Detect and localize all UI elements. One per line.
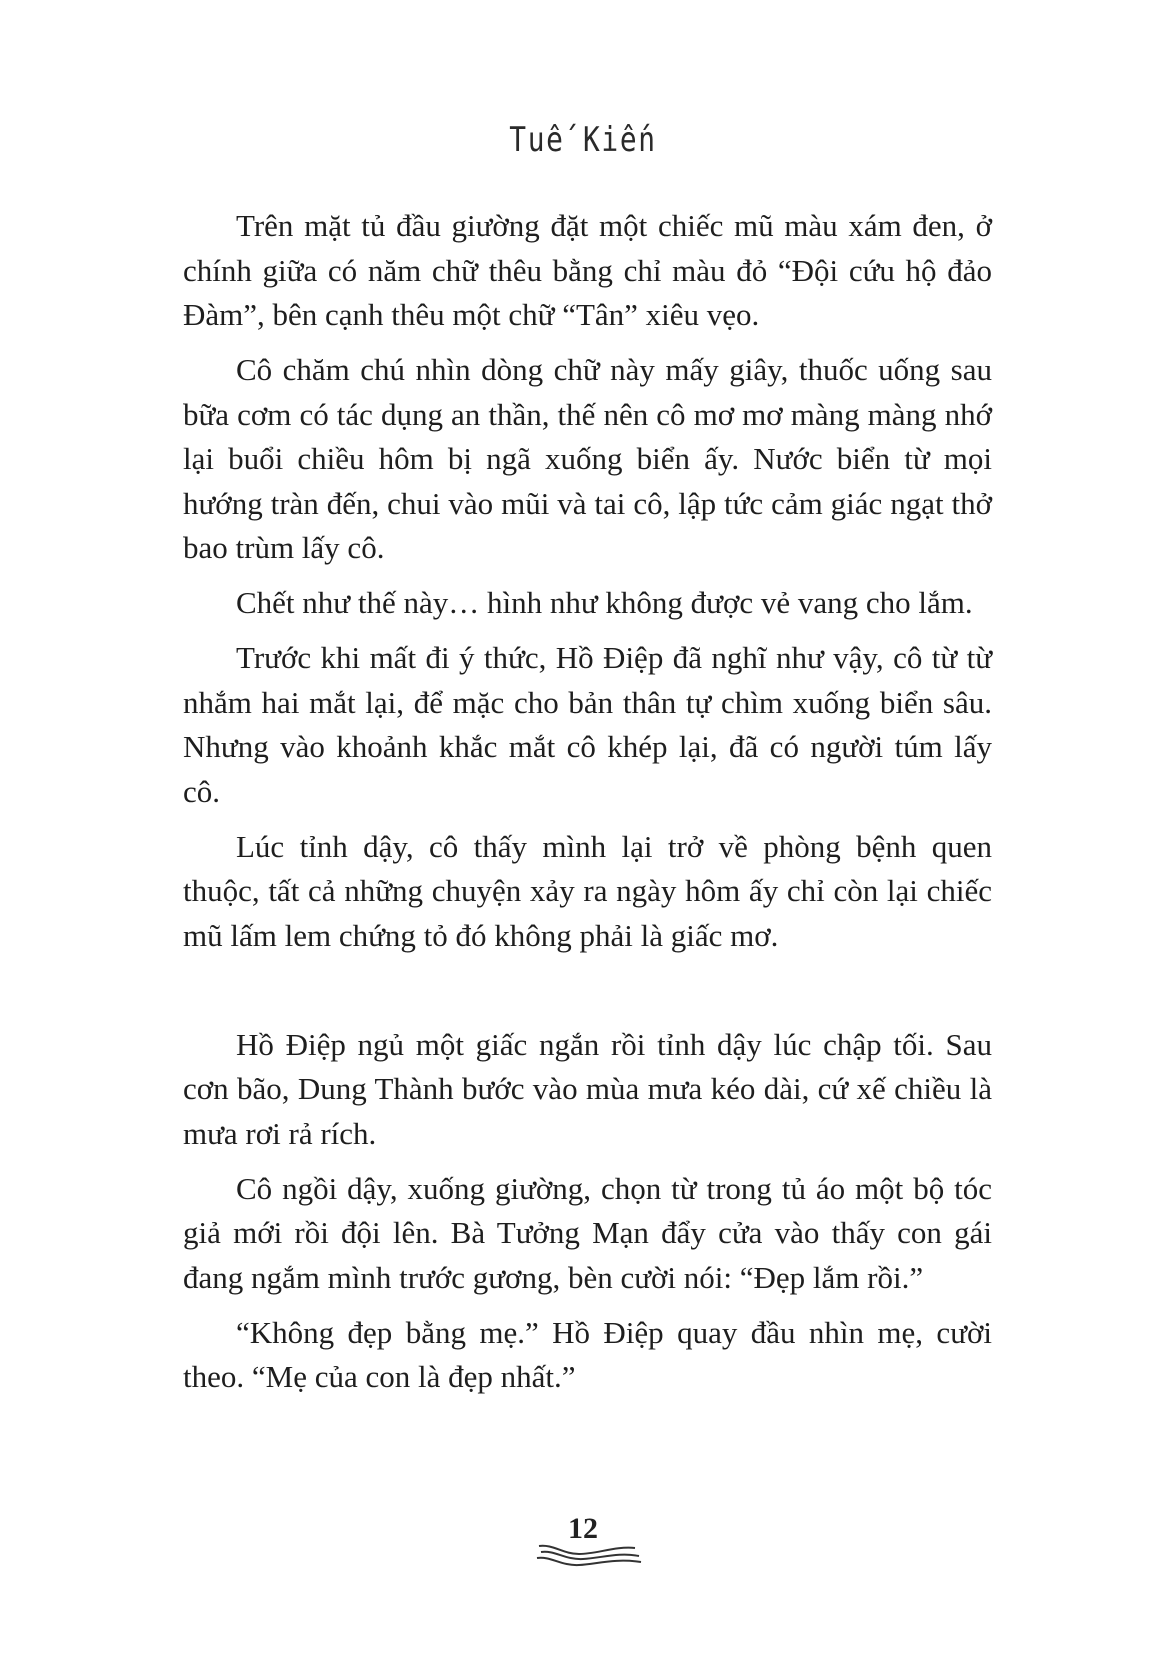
paragraph: Trước khi mất đi ý thức, Hồ Điệp đã nghĩ như vậy, cô từ từ nhắm hai mắt lại, để mặc cho bản thân tự chìm xuống biển sâu. Nhưng vào khoảnh khắc mắt cô khép lại, đã có người túm lấy cô.: [183, 640, 992, 809]
wave-ornament-icon: [535, 1542, 645, 1572]
paragraph: Chết như thế này… hình như không được vẻ vang cho lắm.: [236, 585, 973, 620]
page-number: 12: [568, 1512, 598, 1545]
running-title: Tuế Kiến: [509, 120, 657, 160]
paragraph: “Không đẹp bằng mẹ.” Hồ Điệp quay đầu nhìn mẹ, cười theo. “Mẹ của con là đẹp nhất.”: [183, 1314, 992, 1394]
paragraph: Cô ngồi dậy, xuống giường, chọn từ trong tủ áo một bộ tóc giả mới rồi đội lên. Bà Tưởng Mạn đẩy cửa vào thấy con gái đang ngắm mình trước gương, bèn cười nói: “Đẹp lắm rồi.”: [183, 1170, 992, 1295]
section-break: [183, 969, 992, 1023]
body-text: [183, 204, 992, 1410]
paragraph: Hồ Điệp ngủ một giấc ngắn rồi tỉnh dậy lúc chập tối. Sau cơn bão, Dung Thành bước vào mùa mưa kéo dài, cứ xế chiều là mưa rơi rả rích.: [183, 1026, 992, 1151]
paragraph: Lúc tỉnh dậy, cô thấy mình lại trở về phòng bệnh quen thuộc, tất cả những chuyện xảy ra ngày hôm ấy chỉ còn lại chiếc mũ lấm lem chứng tỏ đó không phải là giấc mơ.: [183, 828, 992, 953]
paragraph: Cô chăm chú nhìn dòng chữ này mấy giây, thuốc uống sau bữa cơm có tác dụng an thần, thế nên cô mơ mơ màng màng nhớ lại buổi chiều hôm bị ngã xuống biển ấy. Nước biển từ mọi hướng tràn đến, chui vào mũi và tai cô, lập tức cảm giác ngạt thở bao trùm lấy cô.: [183, 352, 992, 565]
paragraph: Trên mặt tủ đầu giường đặt một chiếc mũ màu xám đen, ở chính giữa có năm chữ thêu bằng chỉ màu đỏ “Đội cứu hộ đảo Đàm”, bên cạnh thêu một chữ “Tân” xiêu vẹo.: [183, 208, 992, 332]
